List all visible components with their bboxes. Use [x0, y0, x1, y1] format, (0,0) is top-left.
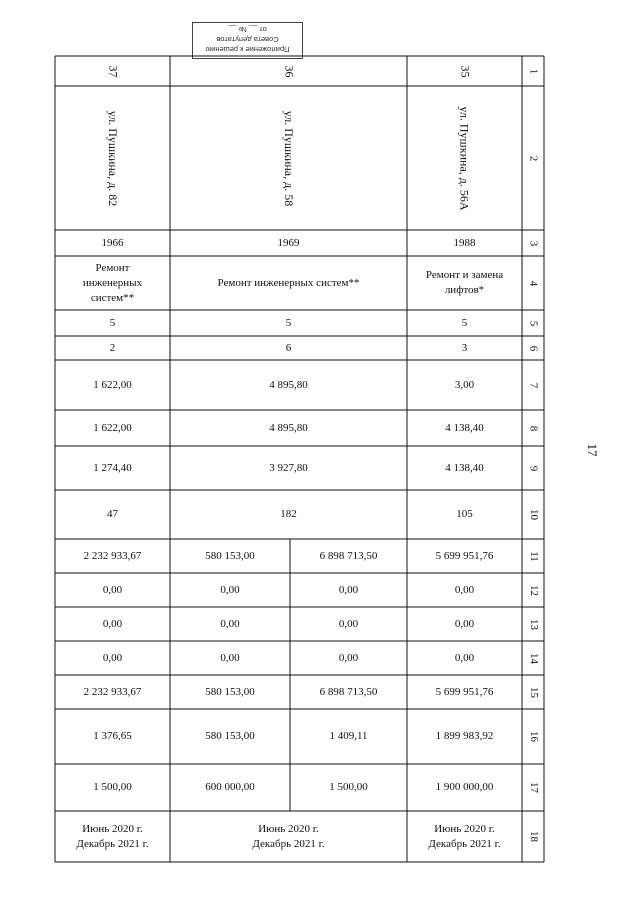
cost-17-36b: 1 500,00: [329, 781, 368, 793]
work-type-37: Ремонт инженерных систем**: [82, 261, 143, 304]
row-number: 18: [527, 831, 540, 842]
cost-14-36b: 0,00: [338, 651, 359, 664]
row-number: 9: [527, 465, 540, 471]
row-number: 14: [527, 652, 540, 664]
stamp: [192, 22, 303, 59]
cost-15-36a: 580 153,00: [205, 685, 255, 698]
cost-11-36a: 580 153,00: [205, 549, 255, 562]
row-number: 6: [527, 345, 540, 351]
cost-17-37: 1 500,00: [93, 781, 132, 793]
cost-12-37: 0,00: [102, 583, 123, 596]
cost-16-37: 1 376,65: [93, 730, 132, 742]
total-area-35: 3,00: [454, 378, 475, 391]
floors-35: 5: [461, 316, 468, 329]
area-8-37: 1 622,00: [93, 421, 132, 434]
cost-15-37: 2 232 933,67: [83, 685, 142, 698]
cost-15-36b: 6 898 713,50: [319, 685, 378, 698]
stamp-line-1: Приложение к решению: [205, 45, 290, 54]
house-number-36: 36: [282, 65, 296, 77]
cost-12-36b: 0,00: [338, 583, 359, 596]
cost-16-36b: 1 409,11: [329, 730, 368, 742]
residents-35: 105: [456, 508, 473, 520]
row-number: 8: [527, 425, 540, 431]
row-number: 5: [527, 320, 540, 326]
stamp-line-3: от __ № __: [228, 25, 267, 34]
row-number: 2: [527, 155, 540, 161]
row-number: 12: [527, 584, 540, 596]
deadline-37: Июнь 2020 г. Декабрь 2021 г.: [76, 822, 149, 850]
page-number: 17: [585, 443, 600, 457]
row-number: 7: [527, 382, 540, 388]
deadline-35: Июнь 2020 г. Декабрь 2021 г.: [428, 822, 501, 850]
cost-17-36a: 600 000,00: [205, 781, 255, 793]
cost-17-35: 1 900 000,00: [435, 781, 494, 793]
work-type-36: Ремонт инженерных систем**: [217, 276, 360, 289]
stamp-line-2: Совета депутатов: [216, 35, 279, 44]
area-8-35: 4 138,40: [445, 421, 484, 434]
cost-14-36a: 0,00: [220, 651, 240, 664]
area-8-36: 4 895,80: [269, 421, 308, 434]
cost-13-36b: 0,00: [338, 617, 359, 630]
address-37: ул. Пушкина, д. 82: [105, 110, 120, 206]
cost-11-35: 5 699 951,76: [435, 549, 494, 562]
address-35: ул. Пушкина, д. 56А: [457, 105, 472, 211]
row-number: 3: [527, 240, 540, 246]
cost-11-36b: 6 898 713,50: [319, 549, 378, 562]
cost-16-36a: 580 153,00: [205, 730, 255, 742]
year-36: 1969: [277, 236, 300, 249]
area-9-35: 4 138,40: [445, 461, 484, 474]
cost-13-36a: 0,00: [220, 617, 240, 630]
cost-15-35: 5 699 951,76: [435, 685, 494, 698]
row-number: 10: [527, 509, 540, 520]
cost-16-35: 1 899 983,92: [435, 730, 494, 742]
residents-37: 47: [107, 508, 118, 520]
cost-11-37: 2 232 933,67: [83, 549, 142, 562]
cost-12-36a: 0,00: [220, 583, 240, 596]
address-36: ул. Пушкина, д. 58: [281, 110, 296, 206]
work-type-35: Ремонт и замена лифтов*: [425, 269, 504, 296]
cost-14-35: 0,00: [454, 651, 475, 664]
year-35: 1988: [453, 236, 476, 249]
area-9-37: 1 274,40: [93, 461, 132, 474]
entrances-37: 2: [109, 341, 116, 354]
residents-36: 182: [280, 508, 297, 520]
row-number: 11: [527, 550, 540, 562]
cost-12-35: 0,00: [454, 583, 475, 596]
entrances-35: 3: [461, 341, 468, 354]
area-9-36: 3 927,80: [269, 461, 308, 474]
house-number-37: 37: [106, 65, 120, 77]
floors-37: 5: [109, 316, 116, 329]
cost-14-37: 0,00: [102, 651, 123, 664]
house-number-35: 35: [458, 65, 472, 77]
deadline-36: Июнь 2020 г. Декабрь 2021 г.: [252, 822, 325, 850]
cost-13-37: 0,00: [102, 617, 123, 630]
year-37: 1966: [101, 236, 124, 249]
total-area-36: 4 895,80: [269, 378, 308, 391]
floors-36: 5: [285, 316, 292, 329]
row-number: 13: [527, 618, 540, 630]
entrances-36: 6: [285, 341, 292, 354]
cost-13-35: 0,00: [454, 617, 475, 630]
row-number: 1: [527, 68, 540, 74]
row-number: 16: [527, 731, 540, 742]
row-number: 4: [527, 280, 540, 286]
row-number: 17: [527, 782, 540, 793]
row-number: 15: [527, 686, 540, 698]
total-area-37: 1 622,00: [93, 378, 132, 391]
